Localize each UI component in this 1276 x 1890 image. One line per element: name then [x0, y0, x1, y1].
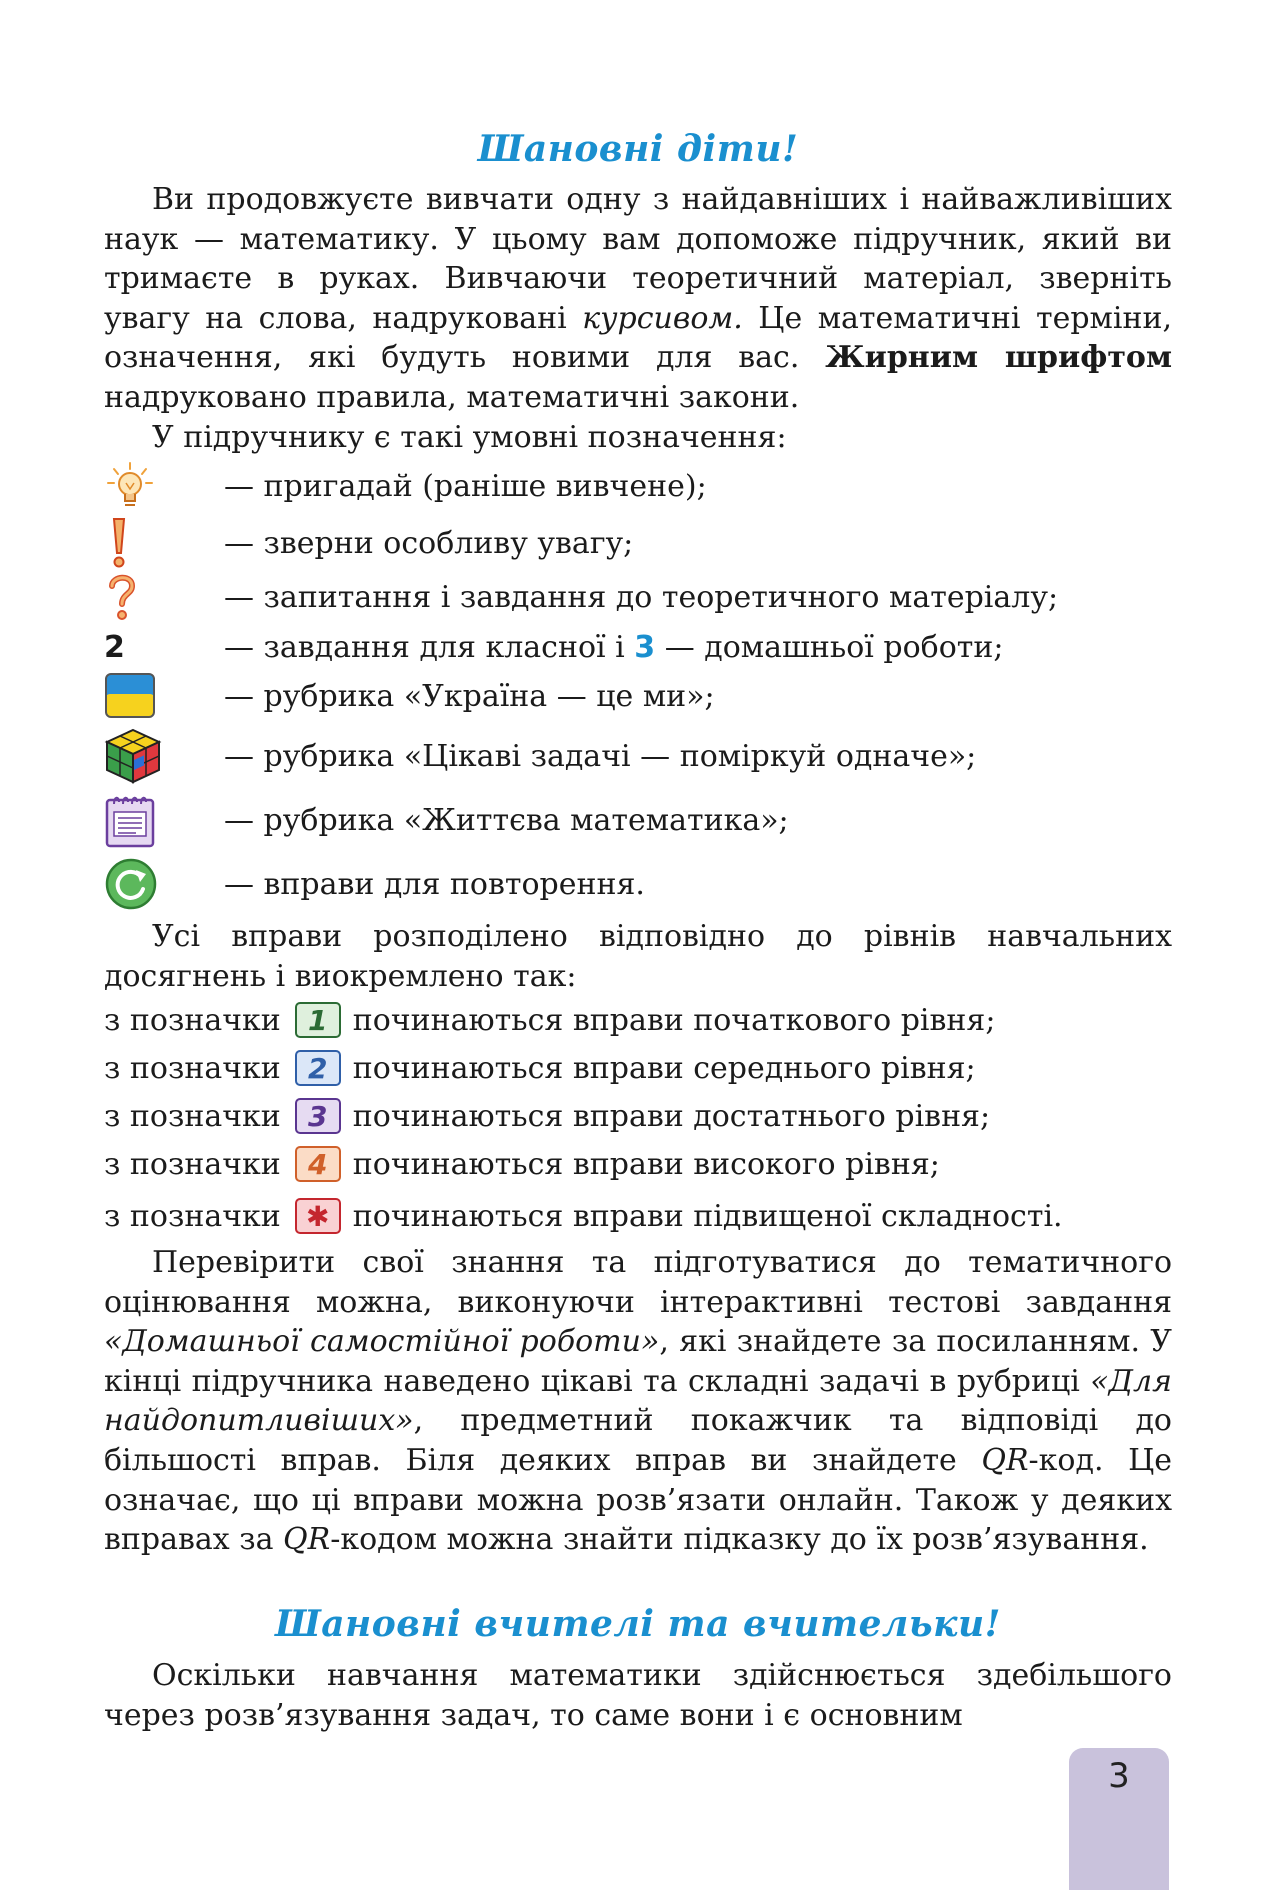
level-prefix: з позначки	[104, 1198, 281, 1234]
legend-row-questions	[104, 572, 1184, 622]
tests-italic-2: «Для найдопитливіших»	[104, 1363, 1172, 1439]
legend-text-questions: — запитання і завдання до теоретичного матеріалу;	[224, 579, 1059, 615]
intro-bold: Жирним шрифтом	[825, 340, 1172, 376]
level-text: починаються вправи середнього рівня;	[352, 1050, 976, 1086]
legend-row-life-math	[104, 795, 1184, 845]
tests-italic-1: «Домашньої самостійної роботи»	[104, 1324, 660, 1360]
level-prefix: з позначки	[104, 1050, 281, 1086]
legend-text-ukraine: — рубрика «Україна — це ми»;	[224, 678, 715, 714]
level-badge-2: 2	[295, 1050, 341, 1086]
legend-row-remember	[104, 461, 1184, 511]
tests-qr-2: QR	[283, 1522, 331, 1558]
level-text: починаються вправи достатнього рівня;	[352, 1098, 991, 1134]
level-badge-1: 1	[295, 1002, 341, 1038]
legend-text-repeat: — вправи для повторення.	[224, 866, 645, 902]
levels-intro: Усі вправи розподілено відповідно до рівнів навчальних досягнень і виокремлено так:	[104, 919, 1172, 994]
intro-italic: курсивом.	[582, 300, 743, 336]
intro-paragraph	[104, 180, 1172, 418]
level-prefix: з позначки	[104, 1098, 281, 1134]
tests-paragraph	[104, 1243, 1172, 1560]
level-row-5	[104, 1194, 1184, 1238]
page-number: 3	[1108, 1756, 1130, 1796]
intro-text-c: надруковано правила, математичні закони.	[104, 379, 800, 415]
legend-row-ukraine	[104, 671, 1184, 721]
legend-text-attention: — зверни особливу увагу;	[224, 525, 634, 561]
legend-intro: У підручнику є такі умовні позначення:	[152, 420, 787, 455]
exclamation-icon	[104, 518, 224, 568]
level-text: починаються вправи високого рівня;	[352, 1146, 940, 1182]
legend-text-class-home	[224, 630, 1004, 665]
lightbulb-icon	[104, 461, 224, 511]
intro-text-b: Це математичні терміни, означення, які будуть новими для вас.	[104, 300, 1172, 376]
heading-teachers: Шановні вчителі та вчительки!	[275, 1603, 1001, 1645]
level-prefix: з позначки	[104, 1146, 281, 1182]
class-number: 2	[104, 629, 125, 665]
repeat-icon	[104, 859, 224, 909]
level-text: починаються вправи підвищеної складності.	[352, 1198, 1063, 1234]
level-row-2	[104, 1046, 1184, 1090]
teachers-paragraph: Оскільки навчання математики здійснюється здебільшого через розв’язування задач, то саме вони і є основним	[104, 1658, 1172, 1733]
tests-qr-1: QR	[981, 1442, 1029, 1478]
notepad-icon	[104, 795, 224, 845]
legend-home-text: — домашньої роботи;	[655, 629, 1004, 665]
level-row-1	[104, 998, 1184, 1042]
tests-text-e: -кодом можна знайти підказку до їх розв’язування.	[330, 1522, 1149, 1558]
legend-class-text: — завдання для класної і	[224, 629, 635, 665]
rubiks-cube-icon	[104, 731, 224, 781]
page-number-tab	[1069, 1748, 1169, 1890]
intro-text-a: Ви продовжуєте вивчати одну з найдавніших і найважливіших наук — математику. У цьому вам допоможе підручник, який ви тримаєте в руках. Вивчаючи теоретичний матеріал, зверніть увагу на слова, надруковані	[104, 182, 1172, 336]
legend-text-life-math: — рубрика «Життєва математика»;	[224, 802, 789, 838]
ukraine-flag-icon	[104, 671, 224, 721]
legend-row-class-home	[104, 622, 1184, 672]
home-number: 3	[634, 629, 656, 665]
heading-children: Шановні діти!	[477, 128, 799, 170]
level-row-4	[104, 1142, 1184, 1186]
tests-text-c: , предметний покажчик та відповіді до більшості вправ. Біля деяких вправ ви знайдете	[104, 1403, 1172, 1478]
level-text: починаються вправи початкового рівня;	[352, 1002, 996, 1038]
level-badge-4: 4	[295, 1146, 341, 1182]
legend-row-repeat	[104, 859, 1184, 909]
tests-text-b: , які знайдете за посиланням. У кінці підручника наведено цікаві та складні задачі в рубриці	[104, 1324, 1172, 1399]
legend-row-attention	[104, 518, 1184, 568]
tests-text-a: Перевірити свої знання та підготуватися до тематичного оцінювання можна, виконуючи інтерактивні тестові завдання	[104, 1245, 1172, 1320]
level-badge-asterisk: ✱	[295, 1198, 341, 1234]
tests-text-d: -код. Це означає, що ці вправи можна розв’язати онлайн. Також у деяких вправах за	[104, 1442, 1172, 1558]
level-prefix: з позначки	[104, 1002, 281, 1038]
level-row-3	[104, 1094, 1184, 1138]
legend-text-interesting: — рубрика «Цікаві задачі — поміркуй одначе»;	[224, 738, 977, 774]
question-icon	[104, 572, 224, 622]
number-2-marker	[104, 622, 224, 672]
legend-text-remember: — пригадай (раніше вивчене);	[224, 468, 707, 504]
level-badge-3: 3	[295, 1098, 341, 1134]
legend-row-interesting	[104, 731, 1184, 781]
